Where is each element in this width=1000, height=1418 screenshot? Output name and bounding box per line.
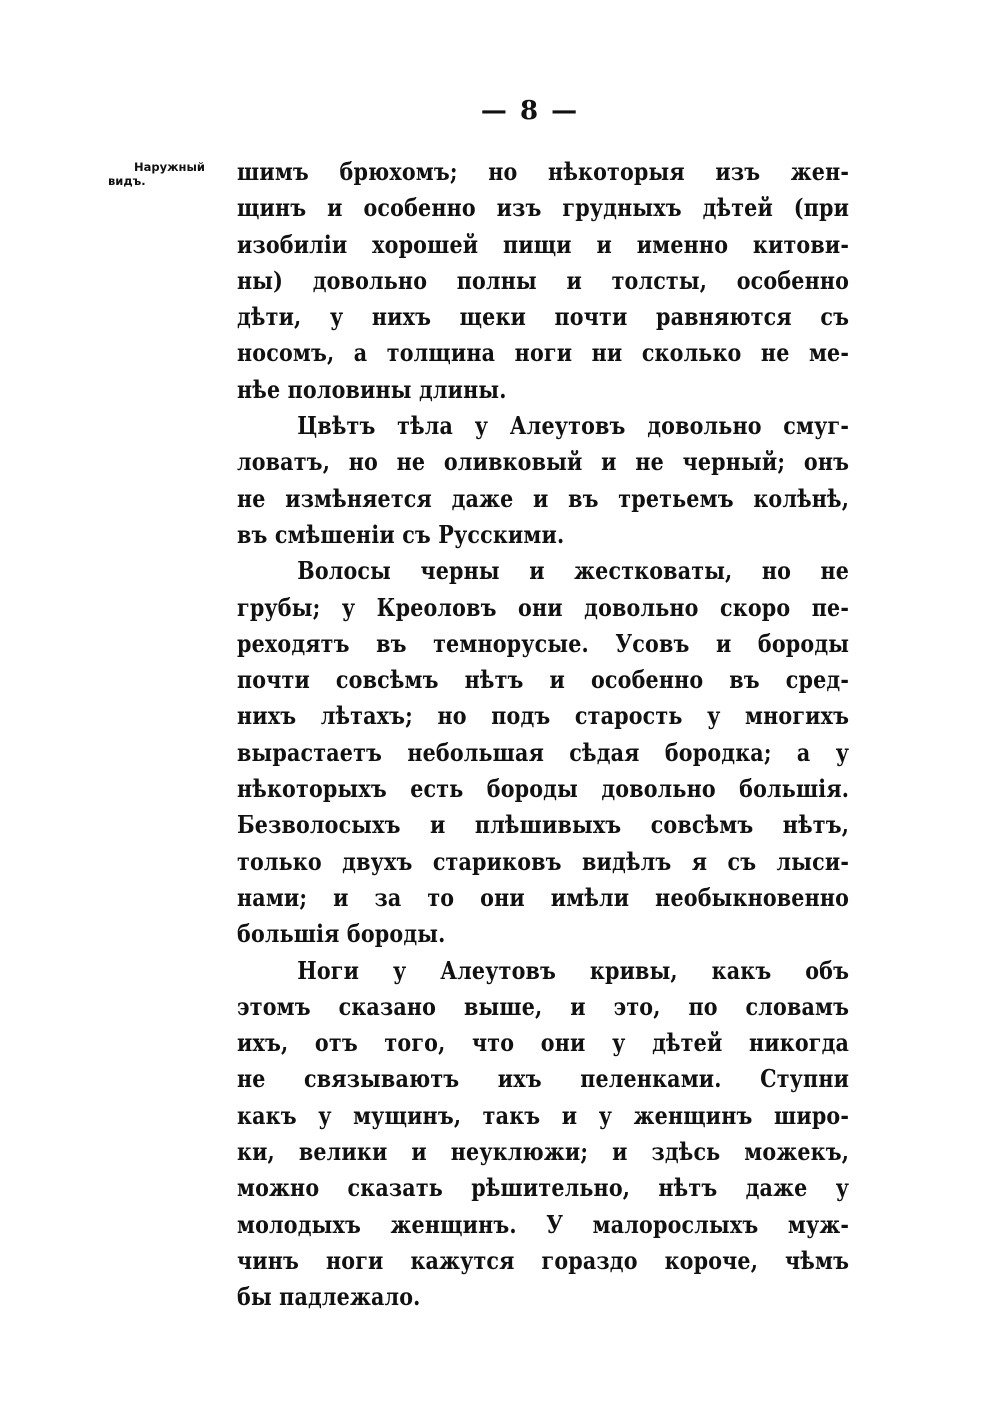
- text-line: не измѣняется даже и въ третьемъ колѣнѣ,: [237, 483, 850, 513]
- paragraph-4: [237, 953, 849, 1316]
- text-line: въ смѣшеніи съ Русскими.: [237, 519, 565, 549]
- text-line: бы падлежало.: [237, 1282, 421, 1312]
- text-line: щинъ и особенно изъ грудныхъ дѣтей (при: [237, 193, 850, 223]
- text-line: Цвѣтъ тѣла у Алеутовъ довольно смуг-: [297, 411, 850, 441]
- text-line: ихъ, отъ того, что они у дѣтей никогда: [237, 1028, 850, 1058]
- text-line: ки, велики и неуклюжи; и здѣсь можекъ,: [237, 1137, 850, 1167]
- text-line: вырастаетъ небольшая сѣдая бородка; а у: [237, 737, 850, 767]
- margin-note-line-2: видъ.: [108, 174, 146, 188]
- text-line: Безволосыхъ и плѣшивыхъ совсѣмъ нѣтъ,: [237, 810, 850, 840]
- text-line: ны) довольно полны и толсты, особенно: [237, 265, 850, 295]
- text-line: дѣти, у нихъ щеки почти равняются съ: [237, 302, 850, 332]
- paragraph-2: [237, 408, 849, 553]
- text-line: большія бороды.: [237, 919, 446, 949]
- text-line: нѣкоторыхъ есть бороды довольно большія.: [237, 774, 850, 804]
- text-line: шимъ брюхомъ; но нѣкоторыя изъ жен-: [237, 157, 850, 186]
- text-line: ловатъ, но не оливковый и не черный; онъ: [237, 447, 850, 477]
- text-line: Волосы черны и жестковаты, но не: [297, 556, 850, 586]
- text-line: реходятъ въ темнорусые. Усовъ и бороды: [237, 628, 850, 658]
- text-line: этомъ сказано выше, и это, по словамъ: [237, 991, 850, 1021]
- text-line: какъ у мущинъ, такъ и у женщинъ широ-: [237, 1100, 850, 1130]
- text-line: нихъ лѣтахъ; но подъ старость у многихъ: [237, 701, 850, 731]
- text-line: только двухъ стариковъ видѣлъ я съ лыси-: [237, 846, 850, 876]
- text-line: можно сказать рѣшительно, нѣтъ даже у: [237, 1173, 850, 1203]
- margin-note: [108, 160, 238, 188]
- paragraph-3: [237, 553, 849, 952]
- text-line: не связываютъ ихъ пеленками. Ступни: [237, 1064, 850, 1094]
- text-line: чинъ ноги кажутся гораздо короче, чѣмъ: [237, 1245, 850, 1275]
- text-line: нѣе половины длины.: [237, 374, 507, 404]
- margin-note-line-1: Наружный: [134, 160, 205, 174]
- text-line: молодыхъ женщинъ. У малорослыхъ муж-: [237, 1209, 850, 1239]
- text-line: изобиліи хорошей пищи и именно китови-: [237, 229, 850, 259]
- body-text: [237, 154, 849, 1316]
- text-line: почти совсѣмъ нѣтъ и особенно въ сред-: [237, 665, 850, 695]
- text-line: нами; и за то они имѣли необыкновенно: [237, 882, 850, 912]
- text-line: грубы; у Креоловъ они довольно скоро пе-: [237, 592, 850, 622]
- text-line: носомъ, а толщина ноги ни сколько не ме-: [237, 338, 850, 368]
- text-line: Ноги у Алеутовъ кривы, какъ объ: [297, 955, 850, 985]
- page-number: — 8 —: [480, 96, 580, 126]
- paragraph-1: [237, 154, 849, 408]
